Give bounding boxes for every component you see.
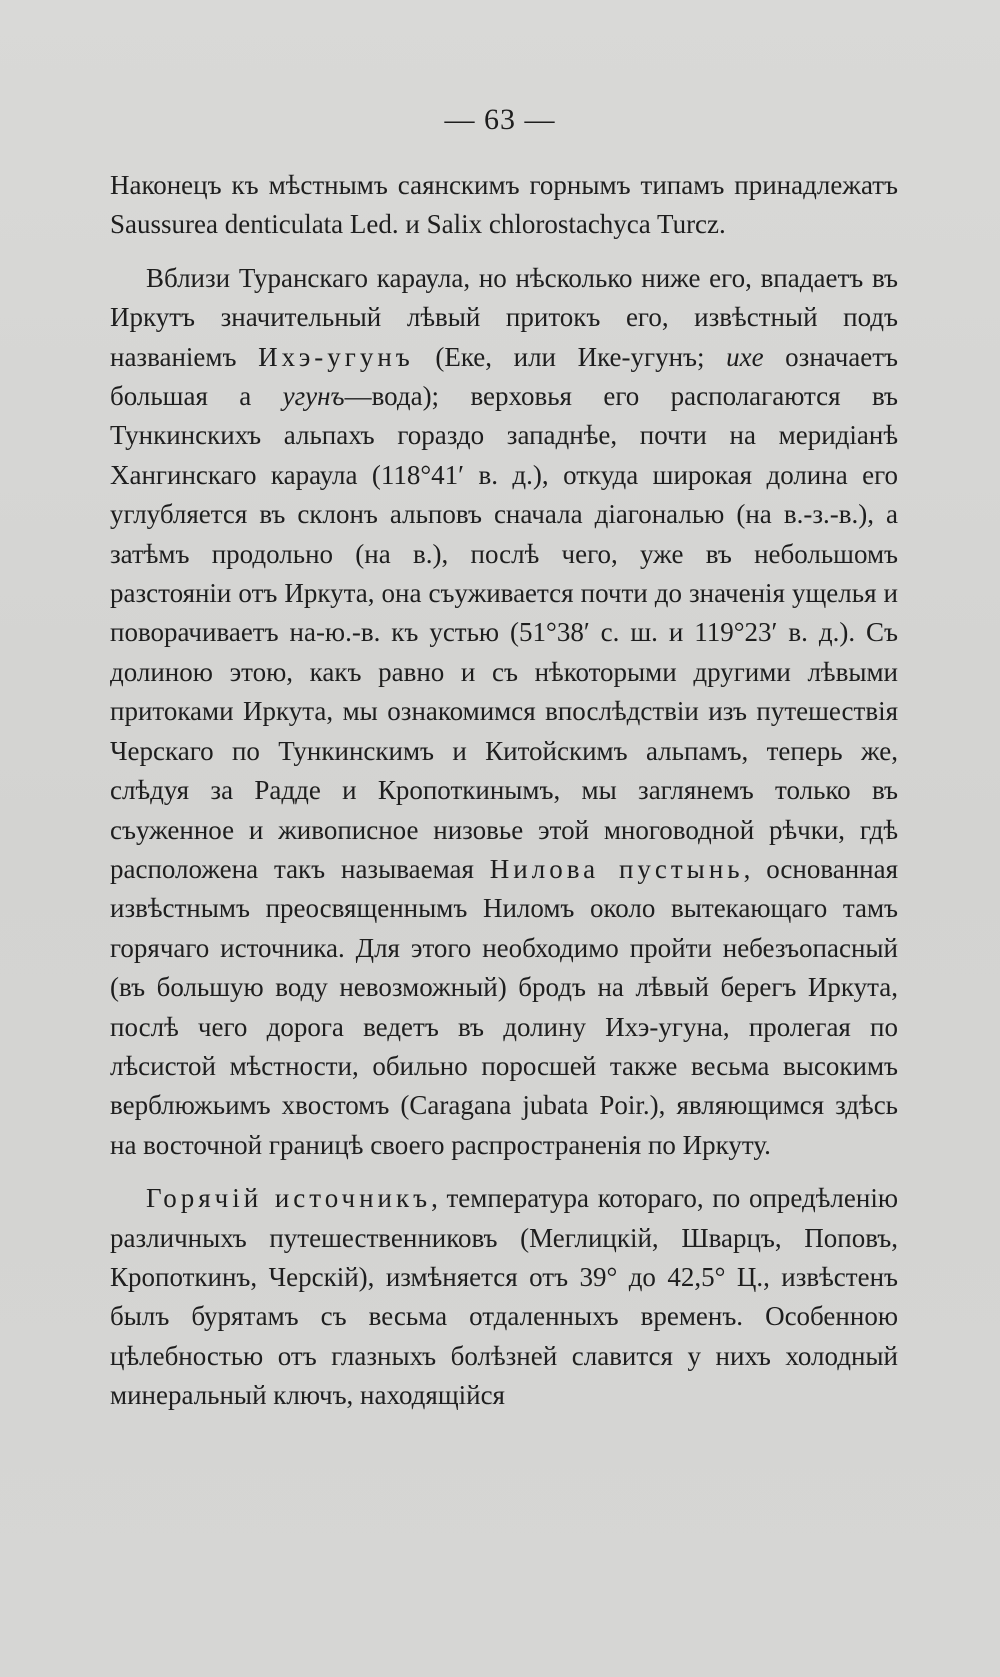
paragraph-3-text: , температура котораго, по опредѣленію различныхъ путешественниковъ (Меглицкій, Шварцъ, Поповъ, Кропоткинъ, Черскій), измѣняется отъ 39° до 42,5° Ц., извѣстенъ былъ бурятамъ съ весьма отдаленныхъ временъ. Особенною цѣлебностью отъ глазныхъ болѣзней славится у нихъ холодный минеральный ключъ, находящійся [110, 1183, 898, 1411]
term-ugun: угунъ [282, 381, 345, 412]
paragraph-2-text-b: (Еке, или Ике-угунъ; [413, 341, 727, 372]
paragraph-2-text-e: , основанная извѣстнымъ преосвященнымъ Ниломъ около вытекающаго тамъ горячаго источника. Для этого необходимо пройти небезъопасный (въ большую воду невозможный) бродъ на лѣвый берегъ Иркута, послѣ чего дорога ведетъ въ долину Ихэ-угуна, пролегая по лѣсистой мѣстности, обильно поросшей также весьма высокимъ верблюжьимъ хвостомъ (Caragana jubata Poir.), являющимся здѣсь на восточной границѣ своего распространенія по Иркуту. [110, 853, 898, 1160]
term-ikhe: ихе [726, 341, 764, 372]
paragraph-2-text-a: Вблизи Туранскаго караула, но нѣсколько ниже его, впадаетъ въ Иркутъ значительный лѣвый притокъ его, извѣстный подъ названіемъ [110, 262, 898, 372]
page-number: — 63 — [444, 103, 556, 136]
paragraph-1 [110, 166, 898, 245]
body-text [110, 166, 898, 1416]
paragraph-3 [110, 1179, 898, 1415]
hermitage-name-spaced: Нилова пустынь [489, 853, 744, 884]
paragraph-1-text: Наконецъ къ мѣстнымъ саянскимъ горнымъ типамъ принадлежатъ Saussurea denticulata Led. и Salix chlorostachyca Turcz. [110, 170, 898, 240]
paragraph-2-text-d: —вода); верховья его располагаются въ Тункинскихъ альпахъ гораздо западнѣе, почти на меридіанѣ Хангинскаго караула (118°41′ в. д.), откуда широкая долина его углубляется въ склонъ альповъ сначала діагональю (на в.-з.-в.), а затѣмъ продольно (на в.), послѣ чего, уже въ небольшомъ разстояніи отъ Иркута, она съуживается почти до значенія ущелья и поворачиваетъ на-ю.-в. къ устью (51°38′ с. ш. и 119°23′ в. д.). Съ долиною этою, какъ равно и съ нѣкоторыми другими лѣвыми притоками Иркута, мы ознакомимся впослѣдствіи изъ путешествія Черскаго по Тункинскимъ и Китойскимъ альпамъ, теперь же, слѣдуя за Радде и Кропоткинымъ, мы заглянемъ только въ съуженное и живописное низовье этой многоводной рѣчки, гдѣ расположена такъ называемая [110, 381, 898, 884]
paragraph-2 [110, 259, 898, 1165]
river-name-spaced: Ихэ-угунъ [258, 341, 414, 372]
paragraph-2-text-c: означаетъ большая а [110, 341, 898, 412]
hot-spring-spaced: Горячій источникъ [146, 1183, 432, 1214]
